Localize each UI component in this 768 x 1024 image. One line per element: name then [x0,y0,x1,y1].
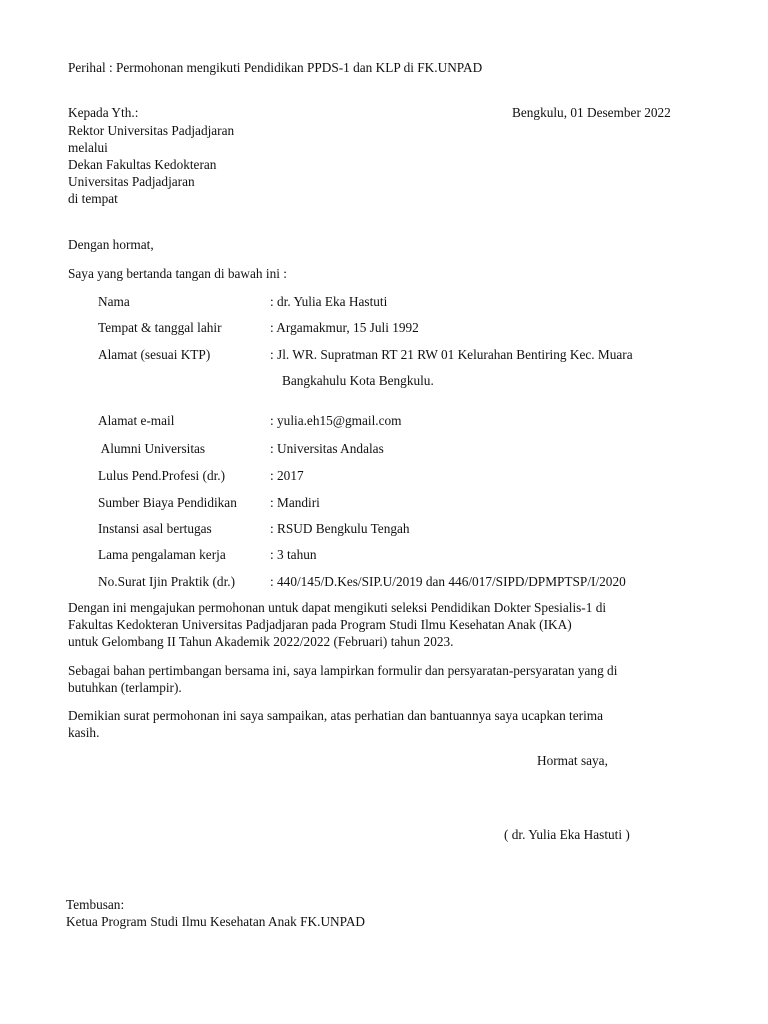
field-value: : 2017 [270,468,304,483]
field-label: Alamat e-mail [98,413,175,428]
paragraph-line: Dengan ini mengajukan permohonan untuk dapat mengikuti seleksi Pendidikan Dokter Spesialis-1 di [68,600,607,615]
closing-salutation: Hormat saya, [537,753,608,768]
field-label: No.Surat Ijin Praktik (dr.) [98,574,236,589]
field-value: : Mandiri [270,495,320,510]
recipient-line: Dekan Fakultas Kedokteran [68,157,217,172]
field-value-continuation: Bangkahulu Kota Bengkulu. [282,373,434,388]
field-row-address [98,346,708,363]
field-row-license [98,573,708,590]
field-label: Alumni Universitas [98,441,206,456]
field-value: : Argamakmur, 15 Juli 1992 [270,320,419,335]
field-value: : 440/145/D.Kes/SIP.U/2019 dan 446/017/SIPD/DPMPTSP/I/2020 [270,574,626,589]
paragraph-line: butuhkan (terlampir). [68,680,182,695]
place-date: Bengkulu, 01 Desember 2022 [512,105,671,120]
field-value: : 3 tahun [270,547,317,562]
field-row-address-cont [98,372,708,389]
field-row-name [98,293,708,310]
cc-title: Tembusan: [66,897,125,912]
field-row-funding [98,494,708,511]
subject-line: Perihal : Permohonan mengikuti Pendidikan PPDS-1 dan KLP di FK.UNPAD [68,60,483,75]
field-label: Nama [98,294,130,309]
recipient-line: Kepada Yth.: [68,105,139,120]
field-label: Lulus Pend.Profesi (dr.) [98,468,226,483]
paragraph-line: Demikian surat permohonan ini saya sampaikan, atas perhatian dan bantuannya saya ucapkan terima [68,708,604,723]
recipient-line: Rektor Universitas Padjadjaran [68,123,235,138]
field-row-graduation [98,467,708,484]
paragraph-line: kasih. [68,725,100,740]
recipient-line: Universitas Padjadjaran [68,174,195,189]
field-value: : dr. Yulia Eka Hastuti [270,294,388,309]
field-row-institution [98,520,708,537]
field-label: Lama pengalaman kerja [98,547,226,562]
paragraph-line: Sebagai bahan pertimbangan bersama ini, saya lampirkan formulir dan persyaratan-persyaratan yang di [68,663,618,678]
greeting: Dengan hormat, [68,237,154,252]
signature-name: ( dr. Yulia Eka Hastuti ) [504,827,630,842]
field-label: Tempat & tanggal lahir [98,320,222,335]
field-value: : RSUD Bengkulu Tengah [270,521,410,536]
field-value: : Universitas Andalas [270,441,384,456]
field-label: Sumber Biaya Pendidikan [98,495,237,510]
recipient-line: melalui [68,140,108,155]
field-row-alumni [98,440,708,457]
field-row-birth [98,319,708,336]
paragraph-line: Fakultas Kedokteran Universitas Padjadjaran pada Program Studi Ilmu Kesehatan Anak (IKA) [68,617,572,632]
intro-line: Saya yang bertanda tangan di bawah ini : [68,266,287,281]
field-row-experience [98,546,708,563]
field-label: Instansi asal bertugas [98,521,212,536]
field-value: : yulia.eh15@gmail.com [270,413,402,428]
paragraph-line: untuk Gelombang II Tahun Akademik 2022/2022 (Februari) tahun 2023. [68,634,454,649]
cc-recipient: Ketua Program Studi Ilmu Kesehatan Anak FK.UNPAD [66,914,366,929]
field-value: : Jl. WR. Supratman RT 21 RW 01 Kelurahan Bentiring Kec. Muara [270,347,633,362]
field-label: Alamat (sesuai KTP) [98,347,211,362]
recipient-line: di tempat [68,191,118,206]
field-row-email [98,412,708,429]
